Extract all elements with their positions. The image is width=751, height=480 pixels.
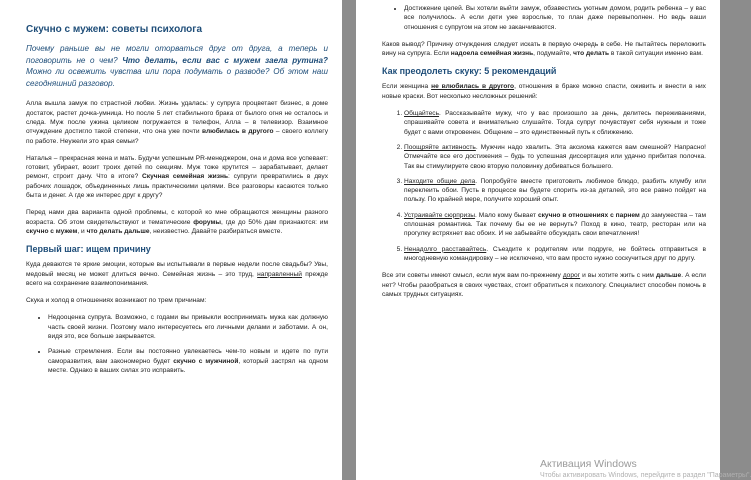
text-run: , подумайте, bbox=[533, 50, 574, 58]
text-run: Общайтесь bbox=[404, 110, 440, 118]
text-run: . А если нет? Чтобы разобраться в своих чувствах, стоит обратиться к психологу. Специалист способен помочь в самых трудных ситуациях. bbox=[382, 272, 706, 298]
text-run: Разные стремления. Если вы постоянно увлекаетесь чем-то новым и идете по пути саморазвития, вам закономерно будет bbox=[48, 348, 328, 365]
text-run: Поощряйте активность bbox=[404, 143, 476, 151]
list-item bbox=[404, 245, 706, 264]
list-item bbox=[48, 347, 328, 375]
text-run: . Мало кому бывает bbox=[475, 211, 538, 219]
paragraph-variants bbox=[26, 208, 328, 236]
paragraph-alla bbox=[26, 99, 328, 145]
text-run: Достижение целей. Вы хотели выйти замуж, обзавестись уютным домом, родить ребенка – у вас все получилось. А если дети уже взрослые, то план даже перевыполнен. Но ведь ваши отношения с супругом на этом не заканчиваются. bbox=[404, 5, 706, 31]
text-run: , неизвестно. Давайте разбираться вместе. bbox=[149, 227, 283, 235]
text-run: . Съездите к родителям или подруге, не бойтесь отправиться в многодневную командировку – не исключено, что вам просто нужно соскучиться друг по другу. bbox=[404, 245, 706, 262]
text-run: и вы хотите жить с ним bbox=[580, 272, 656, 280]
lead-paragraph bbox=[26, 43, 328, 89]
text-run: скучно с мужем bbox=[26, 227, 78, 235]
text-run: дальше bbox=[655, 272, 682, 280]
text-run: Устраивайте сюрпризы bbox=[404, 211, 475, 219]
text-run: Все эти советы имеют смысл, если муж вам по-прежнему bbox=[382, 272, 563, 280]
text-run: дорог bbox=[562, 272, 581, 280]
document-page-1 bbox=[0, 0, 342, 480]
text-run: прежде всего на сохранение взаимопонимания. bbox=[26, 270, 328, 287]
text-run: что делать bbox=[573, 50, 609, 58]
text-run: скучно с мужчиной bbox=[173, 357, 239, 365]
text-run: Ненадолго расставайтесь bbox=[404, 245, 487, 253]
text-run: – своего коллегу по работе. Неужели это края семьи? bbox=[26, 128, 328, 145]
list-item bbox=[404, 143, 706, 171]
text-run: Скука и холод в отношениях возникают по трем причинам: bbox=[26, 297, 207, 305]
text-run: Наталья – прекрасная жена и мать. Будучи успешным PR-менеджером, она и дома все успевает: готовит, убирает, возит троих детей по секциям. Муж тоже крутится – зарабатывает, делает ремонт, строит дачу. Что в итоге? bbox=[26, 154, 328, 181]
text-run: , и bbox=[77, 227, 87, 235]
text-run: в такой ситуации именно вам. bbox=[609, 50, 703, 58]
text-run: Скучная семейная жизнь bbox=[142, 173, 229, 181]
text-run: Недооценка супруга. Возможно, с годами вы привыкли воспринимать мужа как должную часть своей жизни. Поэтому мало интересуетесь его личными делами и заботами. А он, видя это, все больше закрывается. bbox=[48, 314, 328, 341]
text-run: Если женщина bbox=[382, 83, 432, 91]
causes-list-continued bbox=[382, 4, 706, 32]
document-page-2 bbox=[356, 0, 720, 480]
list-item bbox=[404, 177, 706, 205]
list-item bbox=[404, 4, 706, 32]
windows-activation-watermark: Активация Windows bbox=[540, 458, 637, 470]
list-item bbox=[48, 313, 328, 341]
text-run: Каков вывод? Причину отчуждения следует искать в первую очередь в себе. Не пытайтесь переложить вину на супруга. Если bbox=[382, 40, 706, 58]
text-run: : супруги превратились в двух рабочих лошадок, объединенных лишь практическими целями. Все разговоры касаются только быта и денег. А где же интерес друг к другу? bbox=[26, 173, 328, 200]
list-item bbox=[404, 109, 706, 137]
text-run: . Попробуйте вместе приготовить любимое блюдо, разбить клумбу или переклеить обои. Пусть в процессе вы будете спорить из-за деталей, это все равно пойдет на пользу. По крайней мере, получите хороший опыт. bbox=[404, 177, 706, 204]
tips-list bbox=[382, 109, 706, 263]
text-run: что делать дальше bbox=[86, 227, 150, 235]
text-run: , где до 50% дам признаются: им bbox=[220, 218, 328, 226]
text-run: Можно ли освежить чувства или пора подумать о разводе? Об этом наш сегодняшний разговор. bbox=[26, 67, 328, 88]
paragraph-emotions bbox=[26, 260, 328, 288]
text-run: Перед нами два варианта одной проблемы, с которой ко мне обращаются женщины разного возраста. Об этом свидетельствуют и тематические bbox=[26, 209, 328, 226]
text-run: . Рассказывайте мужу, что у вас произошло за день, делитесь переживаниями, спрашивайте совета и внимательно слушайте. Тогда супруг почувствует себя нужным и тоже будет с вами откровенен. Общение – это единственный путь к сближению. bbox=[404, 110, 706, 136]
text-run: влюбилась в другого bbox=[202, 128, 274, 136]
text-run: до замужества – там сплошная романтика. Так почему бы ее не вернуть? Поход в кино, театр, ресторан или на прогулку встряхнет вас обоих. И не забывайте обсуждать свои впечатления! bbox=[404, 211, 706, 238]
section-title-recommendations: Как преодолеть скуку: 5 рекомендаций bbox=[382, 66, 557, 77]
section-title-first-step: Первый шаг: ищем причину bbox=[26, 244, 151, 255]
windows-activation-subtitle: Чтобы активировать Windows, перейдите в раздел "Параметры". bbox=[540, 472, 751, 479]
text-run: направленный bbox=[257, 270, 302, 278]
text-run: Что делать, если вас с мужем заела рутина? bbox=[122, 55, 329, 65]
text-run: , отношения в браке можно спасти, оживить и внести в них новые краски. Вот несколько несложных решений: bbox=[382, 83, 706, 100]
text-run: скучно в отношениях с парнем bbox=[537, 211, 640, 219]
text-run: не влюбилась в другого bbox=[431, 83, 515, 91]
list-item bbox=[404, 211, 706, 239]
paragraph-natalya bbox=[26, 154, 328, 200]
text-run: Алла вышла замуж по страстной любви. Жизнь удалась: у супруга процветает бизнес, в доме достаток, растет дочка-умница. Но после 5 лет стабильного брака от былого огня не осталось и следа. Муж после ужина целиком погружается в телефон, Алла – в телевизор. Взаимное отчуждение достигло такой степени, что она уже почти bbox=[26, 100, 328, 136]
paragraph-causes-intro bbox=[26, 296, 328, 305]
text-run: Почему раньше вы не могли оторваться друг от друга, а теперь и поговорить не о чем? bbox=[26, 44, 328, 65]
paragraph-closing bbox=[382, 271, 706, 299]
text-run: форумы bbox=[193, 218, 221, 226]
text-run: надоела семейная жизнь bbox=[450, 50, 534, 58]
article-title: Скучно с мужем: советы психолога bbox=[26, 24, 203, 35]
text-run: . Мужчин надо хвалить. Эта аксиома кажется вам смешной? Напрасно! Отмечайте все его достижения – будь то успешная диссертация или удачно прибитая полочка. Так вы стимулируете свою вторую половинку добиваться большего. bbox=[404, 143, 706, 170]
text-run: , который застрял на одном месте. Однако в ваших силах это исправить. bbox=[48, 357, 328, 374]
causes-list bbox=[26, 313, 328, 375]
paragraph-recommendations-intro bbox=[382, 82, 706, 101]
paragraph-conclusion bbox=[382, 40, 706, 59]
text-run: Находите общие дела bbox=[404, 177, 476, 185]
text-run: Куда деваются те яркие эмоции, которые вы испытывали в первые недели после свадьбы? Увы, медовый месяц не может длиться вечно. Семейная жизнь – это труд, bbox=[26, 261, 328, 278]
